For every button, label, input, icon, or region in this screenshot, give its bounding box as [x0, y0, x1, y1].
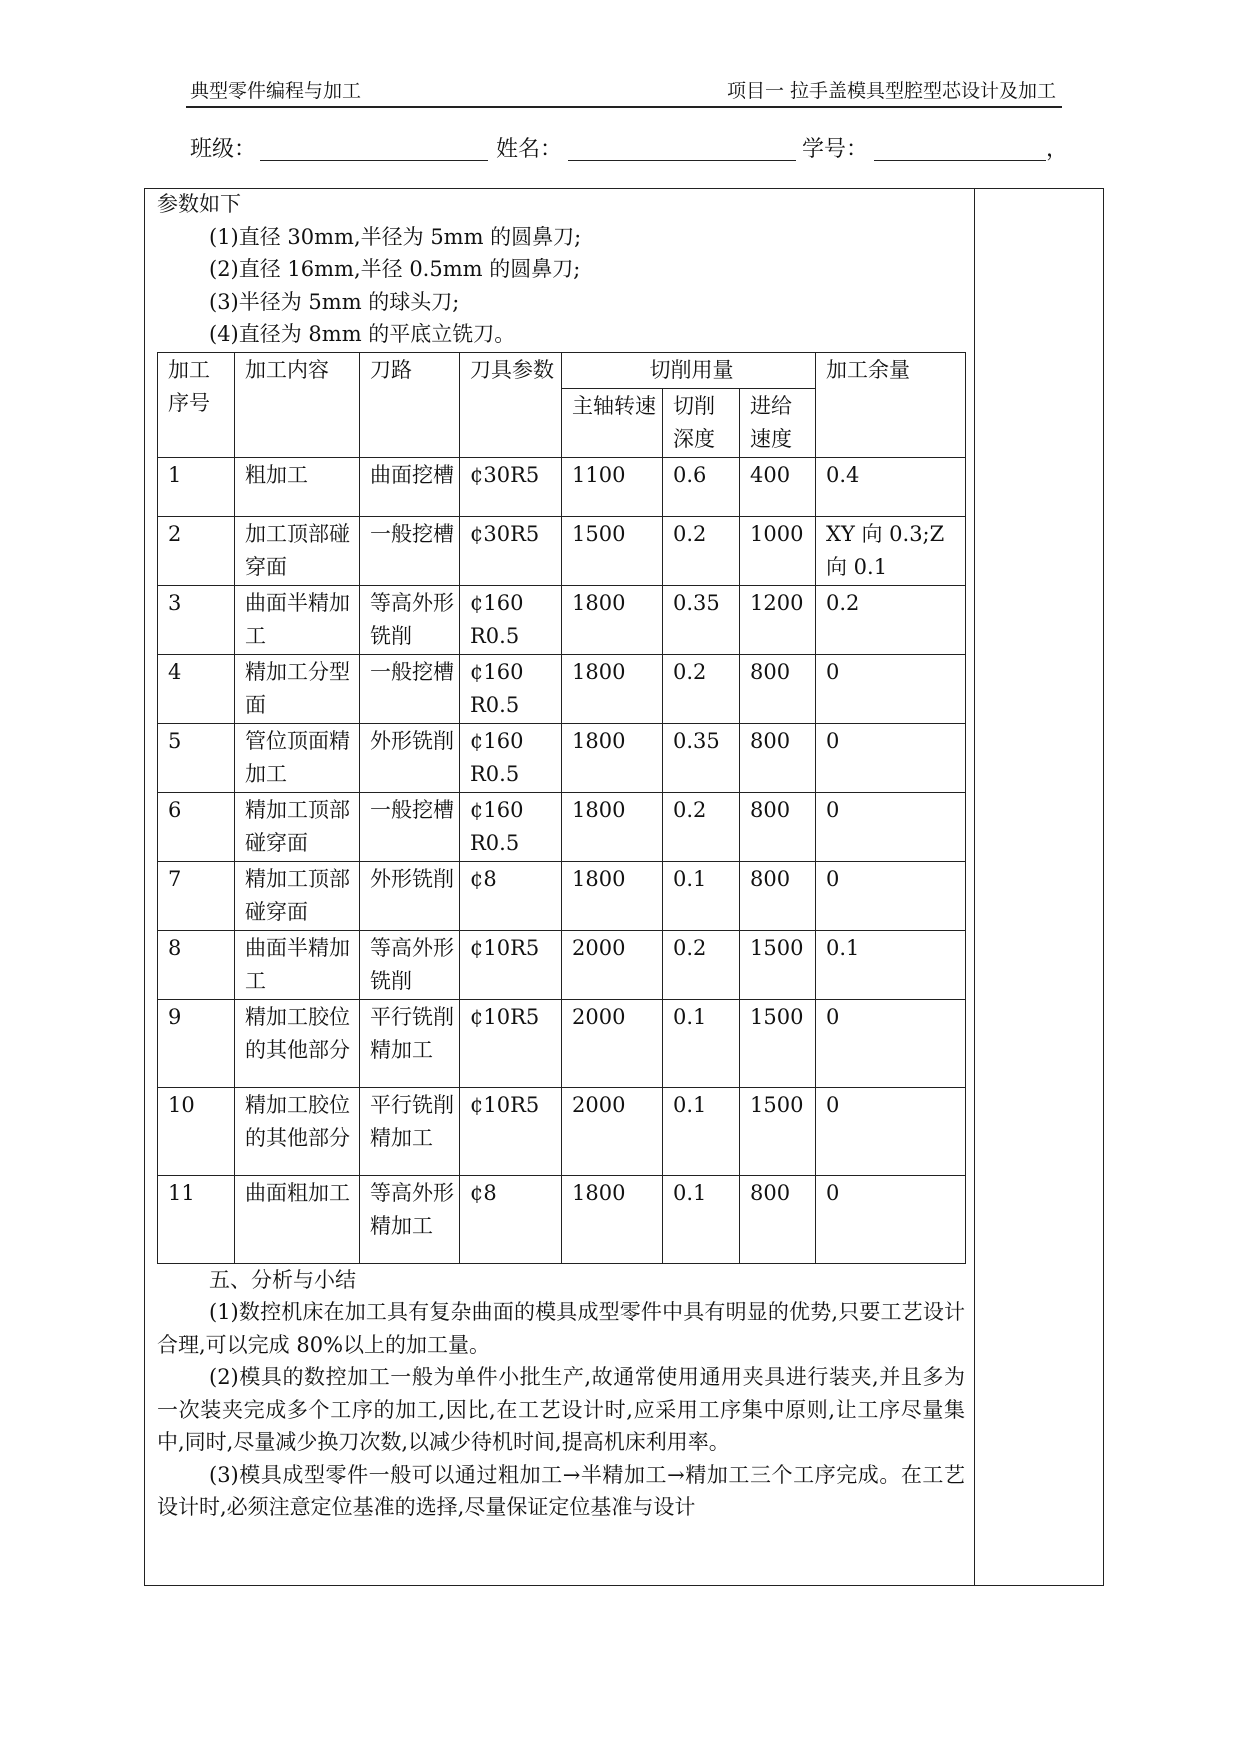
summary-paragraph: (3)模具成型零件一般可以通过粗加工→半精加工→精加工三个工序完成。在工艺设计时,必须注意定位基准的选择,尽量保证定位基准与设计	[157, 1462, 965, 1519]
cell-depth: 0.1	[663, 1175, 740, 1263]
cell-seq: 5	[158, 723, 235, 792]
table-row	[158, 723, 966, 792]
student-info-line	[190, 132, 1069, 166]
header-allowance: 加工余量	[816, 352, 966, 457]
summary-paragraph: (2)模具的数控加工一般为单件小批生产,故通常使用通用夹具进行装夹,并且多为一次装夹完成多个工序的加工,因比,在工艺设计时,应采用工序集中原则,让工序尽量集中,同时,尽量减少换刀次数,以减少待机时间,提高机床利用率。	[157, 1365, 965, 1454]
cell-content: 曲面粗加工	[235, 1175, 360, 1263]
cell-seq: 7	[158, 861, 235, 930]
cell-path: 等高外形精加工	[360, 1175, 460, 1263]
table-header-row	[158, 352, 966, 388]
tool-item: (3)半径为 5mm 的球头刀;	[209, 289, 460, 314]
cell-tool: ¢160 R0.5	[460, 792, 562, 861]
machining-process-table	[157, 352, 966, 1264]
cell-feed: 800	[740, 723, 816, 792]
header-spindle: 主轴转速	[562, 388, 663, 457]
cell-allowance: 0	[816, 999, 966, 1087]
trailing-mark: ，	[1046, 137, 1069, 162]
cell-spindle: 1800	[562, 585, 663, 654]
cell-path: 曲面挖槽	[360, 457, 460, 516]
cell-feed: 800	[740, 792, 816, 861]
cell-path: 一般挖槽	[360, 516, 460, 585]
cell-content: 精加工顶部碰穿面	[235, 861, 360, 930]
header-path: 刀路	[360, 352, 460, 457]
cell-tool: ¢30R5	[460, 457, 562, 516]
cell-allowance: 0	[816, 1087, 966, 1175]
cell-content: 曲面半精加工	[235, 585, 360, 654]
cell-spindle: 2000	[562, 930, 663, 999]
header-course-title: 典型零件编程与加工	[190, 80, 362, 102]
cell-depth: 0.2	[663, 654, 740, 723]
cell-feed: 800	[740, 654, 816, 723]
header-feed: 进给速度	[740, 388, 816, 457]
name-blank[interactable]	[568, 160, 796, 161]
cell-depth: 0.2	[663, 930, 740, 999]
cell-depth: 0.1	[663, 999, 740, 1087]
table-row	[158, 516, 966, 585]
cell-allowance: 0.4	[816, 457, 966, 516]
cell-path: 一般挖槽	[360, 792, 460, 861]
cell-depth: 0.35	[663, 723, 740, 792]
cell-spindle: 1800	[562, 792, 663, 861]
cell-feed: 1000	[740, 516, 816, 585]
cell-seq: 10	[158, 1087, 235, 1175]
cell-allowance: 0	[816, 861, 966, 930]
cell-depth: 0.1	[663, 1087, 740, 1175]
cell-allowance: 0	[816, 654, 966, 723]
cell-depth: 0.1	[663, 861, 740, 930]
tool-item: (1)直径 30mm,半径为 5mm 的圆鼻刀;	[209, 224, 582, 249]
cell-allowance: 0.2	[816, 585, 966, 654]
cell-tool: ¢160 R0.5	[460, 723, 562, 792]
table-row	[158, 1087, 966, 1175]
cell-tool: ¢8	[460, 1175, 562, 1263]
cell-feed: 1200	[740, 585, 816, 654]
cell-feed: 800	[740, 1175, 816, 1263]
summary-heading: 五、分析与小结	[209, 1267, 356, 1292]
cell-feed: 1500	[740, 930, 816, 999]
side-column-divider	[974, 188, 975, 1586]
table-row	[158, 457, 966, 516]
class-blank[interactable]	[260, 160, 488, 161]
cell-spindle: 2000	[562, 1087, 663, 1175]
cell-tool: ¢10R5	[460, 999, 562, 1087]
cell-content: 管位顶面精加工	[235, 723, 360, 792]
cell-path: 平行铣削精加工	[360, 1087, 460, 1175]
header-depth: 切削深度	[663, 388, 740, 457]
cell-allowance: 0	[816, 1175, 966, 1263]
cell-seq: 3	[158, 585, 235, 654]
student-id-label: 学号：	[802, 137, 869, 162]
cell-tool: ¢8	[460, 861, 562, 930]
class-label: 班级：	[190, 137, 257, 162]
cell-depth: 0.2	[663, 516, 740, 585]
cell-seq: 8	[158, 930, 235, 999]
name-label: 姓名：	[496, 137, 563, 162]
cell-path: 平行铣削精加工	[360, 999, 460, 1087]
cell-seq: 2	[158, 516, 235, 585]
cell-seq: 6	[158, 792, 235, 861]
cell-content: 加工顶部碰穿面	[235, 516, 360, 585]
cell-allowance: 0	[816, 792, 966, 861]
cell-depth: 0.6	[663, 457, 740, 516]
cell-spindle: 1800	[562, 723, 663, 792]
header-content: 加工内容	[235, 352, 360, 457]
cell-content: 精加工顶部碰穿面	[235, 792, 360, 861]
cell-path: 外形铣削	[360, 861, 460, 930]
cell-content: 精加工胶位的其他部分	[235, 999, 360, 1087]
cell-spindle: 1100	[562, 457, 663, 516]
cell-seq: 11	[158, 1175, 235, 1263]
cell-feed: 400	[740, 457, 816, 516]
cell-path: 一般挖槽	[360, 654, 460, 723]
cell-content: 精加工分型面	[235, 654, 360, 723]
table-row	[158, 585, 966, 654]
cell-tool: ¢160 R0.5	[460, 585, 562, 654]
cell-tool: ¢160 R0.5	[460, 654, 562, 723]
header-project-title: 项目一 拉手盖模具型腔型芯设计及加工	[726, 80, 1056, 102]
table-row	[158, 861, 966, 930]
cell-feed: 1500	[740, 999, 816, 1087]
params-heading: 参数如下	[157, 192, 241, 216]
cell-allowance: 0	[816, 723, 966, 792]
cell-allowance: XY 向 0.3;Z 向 0.1	[816, 516, 966, 585]
main-content	[157, 188, 965, 1524]
cell-spindle: 1500	[562, 516, 663, 585]
cell-tool: ¢30R5	[460, 516, 562, 585]
header-rule	[186, 106, 1062, 108]
cell-path: 外形铣削	[360, 723, 460, 792]
table-body	[158, 457, 966, 1263]
cell-content: 精加工胶位的其他部分	[235, 1087, 360, 1175]
cell-feed: 1500	[740, 1087, 816, 1175]
student-id-blank[interactable]	[874, 160, 1046, 161]
table-row	[158, 930, 966, 999]
summary-paragraph: (1)数控机床在加工具有复杂曲面的模具成型零件中具有明显的优势,只要工艺设计合理,可以完成 80%以上的加工量。	[157, 1300, 965, 1357]
cell-tool: ¢10R5	[460, 1087, 562, 1175]
table-row	[158, 1175, 966, 1263]
cell-seq: 1	[158, 457, 235, 516]
cell-spindle: 1800	[562, 861, 663, 930]
cell-seq: 4	[158, 654, 235, 723]
cell-allowance: 0.1	[816, 930, 966, 999]
header-tool: 刀具参数	[460, 352, 562, 457]
cell-spindle: 1800	[562, 654, 663, 723]
table-row	[158, 654, 966, 723]
cell-feed: 800	[740, 861, 816, 930]
cell-depth: 0.2	[663, 792, 740, 861]
cell-spindle: 1800	[562, 1175, 663, 1263]
cell-path: 等高外形铣削	[360, 930, 460, 999]
table-row	[158, 792, 966, 861]
cell-depth: 0.35	[663, 585, 740, 654]
cell-content: 曲面半精加工	[235, 930, 360, 999]
cell-content: 粗加工	[235, 457, 360, 516]
cell-path: 等高外形铣削	[360, 585, 460, 654]
tool-item: (2)直径 16mm,半径 0.5mm 的圆鼻刀;	[209, 257, 581, 281]
tool-item: (4)直径为 8mm 的平底立铣刀。	[209, 322, 516, 346]
cell-tool: ¢10R5	[460, 930, 562, 999]
cell-seq: 9	[158, 999, 235, 1087]
table-row	[158, 999, 966, 1087]
header-seq: 加工序号	[158, 352, 235, 457]
cell-spindle: 2000	[562, 999, 663, 1087]
header-cutting: 切削用量	[562, 352, 816, 388]
